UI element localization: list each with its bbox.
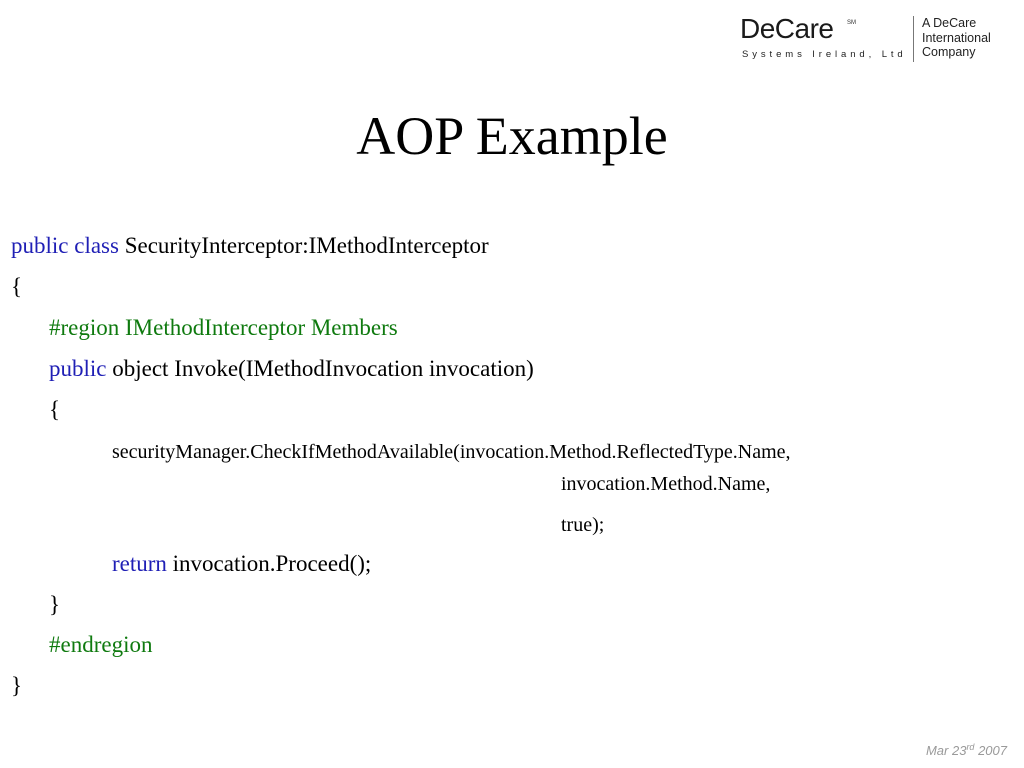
code-line-method-open-brace: { [49, 397, 61, 422]
logo-tagline-line: International [922, 30, 991, 45]
code-line-open-brace: { [11, 274, 23, 299]
logo-service-mark: SM [847, 20, 856, 26]
code-line-return [112, 551, 371, 577]
code-line-close-brace: } [11, 673, 23, 698]
logo-divider [913, 16, 914, 62]
code-line-method-signature [49, 356, 534, 382]
footer-date-prefix: Mar 23 [925, 743, 967, 758]
footer-date-year: 2007 [978, 743, 1007, 758]
logo-tagline-line: Company [922, 45, 976, 59]
code-line-method-name-arg: invocation.Method.Name, [561, 473, 771, 495]
code-text: SecurityInterceptor:IMethodInterceptor [124, 233, 489, 258]
slide-title: AOP Example [356, 106, 668, 166]
footer-date [926, 742, 1007, 758]
code-line-endregion: #endregion [49, 632, 153, 657]
code-keyword: return [112, 551, 167, 576]
code-line-security-check: securityManager.CheckIfMethodAvailable(invocation.Method.ReflectedType.Name, [112, 441, 791, 463]
logo-name: DeCare [740, 13, 834, 44]
code-line-method-close-brace: } [49, 592, 61, 617]
code-text: invocation.Proceed(); [172, 551, 372, 576]
code-line-region: #region IMethodInterceptor Members [49, 315, 398, 340]
code-line-true-arg: true); [561, 514, 605, 536]
code-text: object Invoke(IMethodInvocation invocation) [112, 356, 534, 381]
logo-tagline [922, 16, 991, 60]
code-keyword: public [49, 356, 107, 381]
logo-tagline-line: A DeCare [922, 16, 977, 30]
code-keyword: public class [11, 233, 119, 258]
code-line-class-declaration [11, 233, 489, 259]
logo-subtitle: Systems Ireland, Ltd [742, 49, 907, 60]
footer-date-suffix: rd [966, 742, 975, 752]
decare-logo [740, 14, 1012, 64]
